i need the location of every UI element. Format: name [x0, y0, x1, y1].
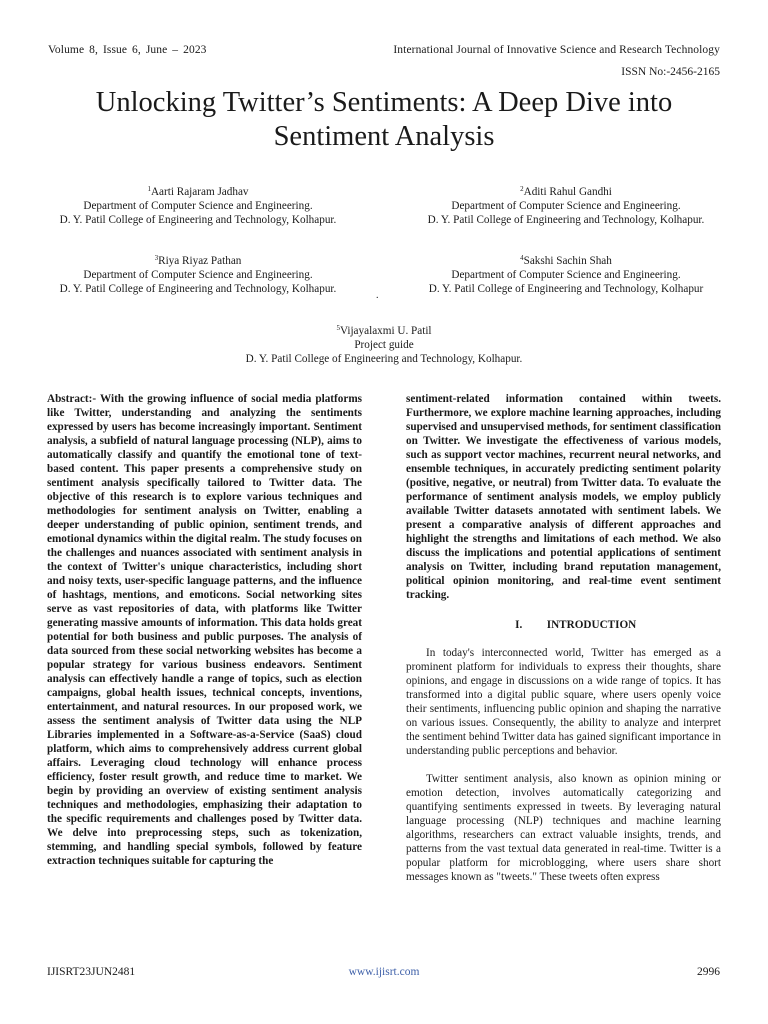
- left-column: [47, 392, 362, 868]
- section-heading: [406, 618, 721, 632]
- running-header-journal: International Journal of Innovative Science and Research Technology: [393, 44, 720, 56]
- author-college: D. Y. Patil College of Engineering and Technology, Kolhapur: [428, 283, 704, 295]
- intro-paragraph-2: Twitter sentiment analysis, also known as opinion mining or emotion detection, involves automatically categorizing and quantifying sentiments expressed in tweets. By leveraging natural language processing (NLP) techniques and machine learning algorithms, researchers can extract valuable insights, trends, and patterns from the vast textual data generated in real-time. Twitter is a popular platform for microblogging, where users share short messages known as "tweets." These tweets often express: [406, 773, 721, 883]
- author-name: Riya Riyaz Pathan: [158, 255, 242, 267]
- author-block-5: [184, 321, 584, 366]
- author-department: Department of Computer Science and Engineering.: [83, 269, 313, 281]
- author-department: Department of Computer Science and Engineering.: [451, 269, 681, 281]
- author-name: Vijayalaxmi U. Patil: [339, 325, 432, 337]
- author-number: 3: [154, 254, 159, 262]
- paper-title: Unlocking Twitter’s Sentiments: A Deep Dive into Sentiment Analysis: [95, 87, 673, 152]
- author-college: D. Y. Patil College of Engineering and Technology, Kolhapur.: [59, 283, 337, 295]
- author-number: 1: [147, 185, 151, 193]
- author-department: Department of Computer Science and Engineering.: [451, 200, 681, 212]
- author-block-4: [393, 251, 739, 296]
- author-name: Sakshi Sachin Shah: [523, 255, 612, 267]
- right-column: [406, 392, 721, 884]
- section-number: I.: [515, 619, 523, 631]
- running-header-volume: Volume 8, Issue 6, June – 2023: [48, 44, 207, 56]
- author-college: D. Y. Patil College of Engineering and Technology, Kolhapur.: [245, 353, 523, 365]
- author-name: Aarti Rajaram Jadhav: [150, 186, 249, 198]
- author-number: 2: [520, 185, 524, 193]
- author-college: D. Y. Patil College of Engineering and Technology, Kolhapur.: [427, 214, 705, 226]
- author-department: Department of Computer Science and Engineering.: [83, 200, 313, 212]
- author-block-3: [28, 251, 368, 296]
- author-number: 4: [520, 254, 524, 262]
- footer-website-link[interactable]: www.ijisrt.com: [348, 966, 420, 978]
- intro-paragraph-1: In today's interconnected world, Twitter has emerged as a prominent platform for individuals to express their thoughts, share opinions, and engage in discussions on a wide range of topics. It has transformed into a digital public square, where users openly voice their sentiments, influencing public opinion and shaping the narrative on various issues. Consequently, the ability to analyze and interpret the sentiment behind Twitter data has gained significant importance in understanding public perceptions and behavior.: [406, 647, 721, 757]
- footer-paper-id: IJISRT23JUN2481: [47, 966, 136, 978]
- author-block-2: [398, 182, 734, 227]
- author-name: Aditi Rahul Gandhi: [523, 186, 612, 198]
- abstract-continuation: sentiment-related information contained within tweets. Furthermore, we explore machine learning approaches, including supervised and unsupervised methods, for sentiment classification on Twitter. We investigate the effectiveness of various models, such as support vector machines, recurrent neural networks, and ensemble techniques, in accurately predicting sentiment polarity (positive, negative, or neutral) from Twitter data. To evaluate the performance of sentiment analysis models, we employ publicly available Twitter datasets annotated with sentiment labels. We present a comparative analysis of different approaches and highlight the strengths and limitations of each method. We also discuss the implications and potential applications of sentiment analysis on Twitter, including brand reputation management, political opinion monitoring, and real-time event sentiment tracking.: [406, 393, 721, 601]
- author-number: 5: [336, 324, 340, 332]
- author-role: Project guide: [354, 339, 414, 351]
- section-title: INTRODUCTION: [546, 619, 637, 631]
- author-block-1: [28, 182, 368, 227]
- stray-period-mark: .: [376, 290, 379, 301]
- issn-label: ISSN No:-2456-2165: [621, 66, 720, 78]
- author-college: D. Y. Patil College of Engineering and Technology, Kolhapur.: [59, 214, 337, 226]
- footer-page-number: 2996: [697, 966, 720, 978]
- abstract-text: Abstract:- With the growing influence of social media platforms like Twitter, understanding and analyzing the sentiments expressed by users has become increasingly important. Sentiment analysis, a subfield of natural language processing (NLP), aims to automatically classify and quantify the emotional tone of text-based content. This paper presents a comprehensive study on sentiment analysis specifically tailored to Twitter data. The objective of this research is to explore various techniques and methodologies for sentiment analysis on Twitter, enabling a deeper understanding of public opinion, sentiment trends, and emotional dynamics within the digital realm. The study focuses on the challenges and nuances associated with sentiment analysis in the context of Twitter's unique characteristics, including short and noisy texts, user-specific language patterns, and the influence of hashtags, mentions, and emoticons. Social networking sites serve as vast repositories of data, with platforms like Twitter generating massive amounts of information. This data holds great potential for both business and public purposes. The analysis of data sourced from these social networking websites has become a popular strategy for various business endeavors. Sentiment analysis can effectively handle a range of topics, such as election campaigns, global health issues, technical concepts, inventions, entertainment, and natural resources. In our proposed work, we assess the sentiment analysis of Twitter data using the NLP Libraries implemented in a Software-as-a-Service (SaaS) cloud platform, which aims to comprehensively address current global affairs. Leveraging cloud technology will enhance process efficiency, foster result growth, and reduce time to market. We begin by providing an overview of existing sentiment analysis techniques and methodologies, emphasizing their adaptation to the specific requirements and challenges posed by Twitter data. We delve into preprocessing steps, such as tokenization, stemming, and handling special symbols, followed by feature extraction techniques suitable for capturing the: [47, 393, 362, 867]
